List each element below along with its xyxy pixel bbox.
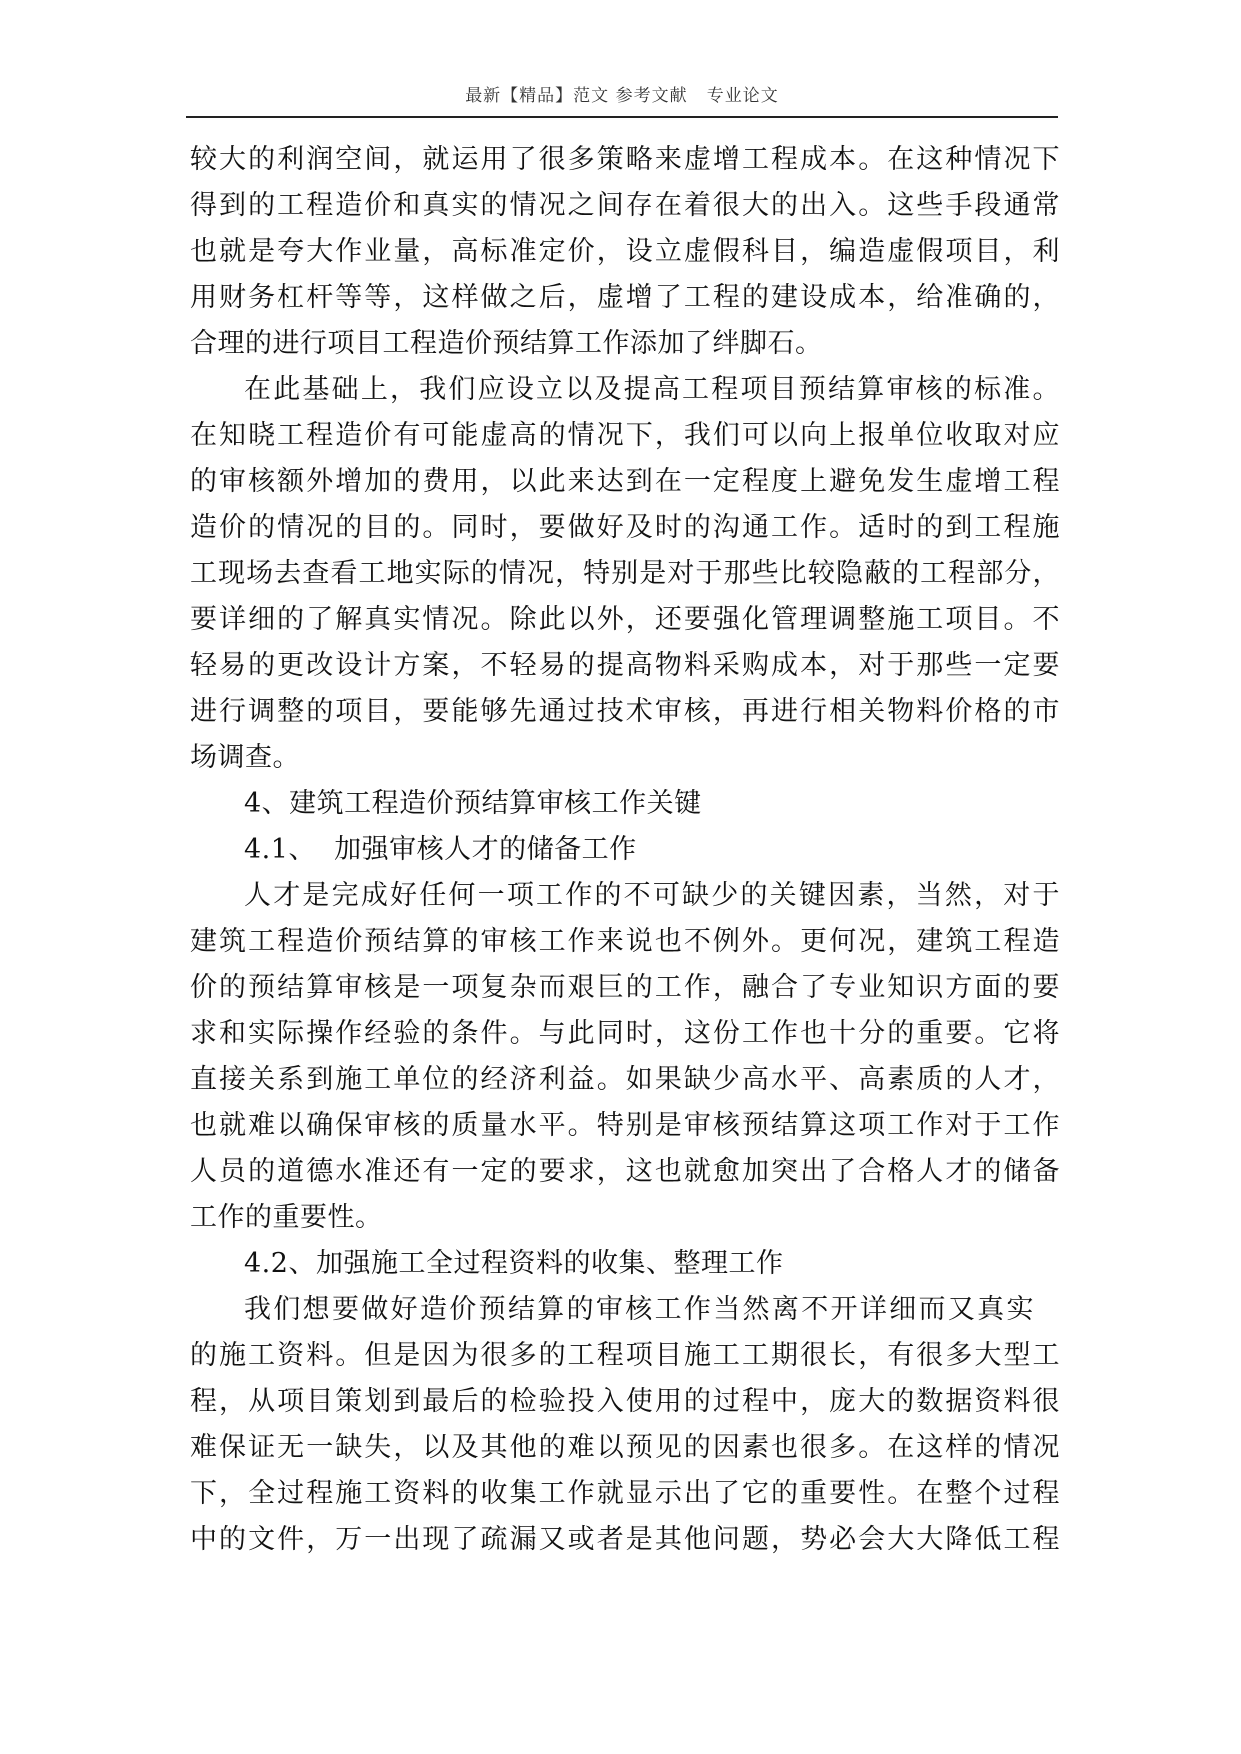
body-line: 工作的重要性。 xyxy=(190,1202,383,1233)
body-line: 得到的工程造价和真实的情况之间存在着很大的出入。这些手段通常 xyxy=(190,190,1060,221)
paragraph-first-line: 人才是完成好任何一项工作的不可缺少的关键因素，当然，对于 xyxy=(244,880,1060,911)
body-line: 轻易的更改设计方案，不轻易的提高物料采购成本，对于那些一定要 xyxy=(190,650,1060,681)
header-text: 最新【精品】范文 参考文献 专业论文 xyxy=(465,86,779,106)
body-line: 价的预结算审核是一项复杂而艰巨的工作，融合了专业知识方面的要 xyxy=(190,972,1060,1003)
paragraph-first-line: 在此基础上，我们应设立以及提高工程项目预结算审核的标准。 xyxy=(244,374,1060,405)
subsection-heading: 4.1、 加强审核人才的储备工作 xyxy=(244,834,637,865)
body-line: 合理的进行项目工程造价预结算工作添加了绊脚石。 xyxy=(190,328,823,359)
body-line: 也就是夸大作业量，高标准定价，设立虚假科目，编造虚假项目，利 xyxy=(190,236,1060,267)
body-line: 的施工资料。但是因为很多的工程项目施工工期很长，有很多大型工 xyxy=(190,1340,1060,1371)
body-line: 进行调整的项目，要能够先通过技术审核，再进行相关物料价格的市 xyxy=(190,696,1060,727)
body-line: 直接关系到施工单位的经济利益。如果缺少高水平、高素质的人才， xyxy=(190,1064,1060,1095)
section-heading: 4、建筑工程造价预结算审核工作关键 xyxy=(244,788,702,819)
body-line: 人员的道德水准还有一定的要求，这也就愈加突出了合格人才的储备 xyxy=(190,1156,1060,1187)
page-header xyxy=(186,84,1058,118)
body-line: 较大的利润空间，就运用了很多策略来虚增工程成本。在这种情况下 xyxy=(190,144,1060,175)
body-line: 中的文件，万一出现了疏漏又或者是其他问题，势必会大大降低工程 xyxy=(190,1524,1060,1555)
body-line: 工现场去查看工地实际的情况，特别是对于那些比较隐蔽的工程部分， xyxy=(190,558,1060,589)
body-line: 的审核额外增加的费用，以此来达到在一定程度上避免发生虚增工程 xyxy=(190,466,1060,497)
body-line: 用财务杠杆等等，这样做之后，虚增了工程的建设成本，给准确的， xyxy=(190,282,1060,313)
body-line: 也就难以确保审核的质量水平。特别是审核预结算这项工作对于工作 xyxy=(190,1110,1060,1141)
body-line: 求和实际操作经验的条件。与此同时，这份工作也十分的重要。它将 xyxy=(190,1018,1060,1049)
body-line: 建筑工程造价预结算的审核工作来说也不例外。更何况，建筑工程造 xyxy=(190,926,1060,957)
body-line: 场调查。 xyxy=(190,742,300,773)
paragraph-first-line: 我们想要做好造价预结算的审核工作当然离不开详细而又真实 xyxy=(244,1294,1034,1325)
body-line: 程，从项目策划到最后的检验投入使用的过程中，庞大的数据资料很 xyxy=(190,1386,1060,1417)
body-line: 难保证无一缺失，以及其他的难以预见的因素也很多。在这样的情况 xyxy=(190,1432,1060,1463)
subsection-heading: 4.2、加强施工全过程资料的收集、整理工作 xyxy=(244,1248,784,1279)
body-line: 下，全过程施工资料的收集工作就显示出了它的重要性。在整个过程 xyxy=(190,1478,1060,1509)
body-line: 在知晓工程造价有可能虚高的情况下，我们可以向上报单位收取对应 xyxy=(190,420,1060,451)
body-line: 造价的情况的目的。同时，要做好及时的沟通工作。适时的到工程施 xyxy=(190,512,1060,543)
body-line: 要详细的了解真实情况。除此以外，还要强化管理调整施工项目。不 xyxy=(190,604,1060,635)
